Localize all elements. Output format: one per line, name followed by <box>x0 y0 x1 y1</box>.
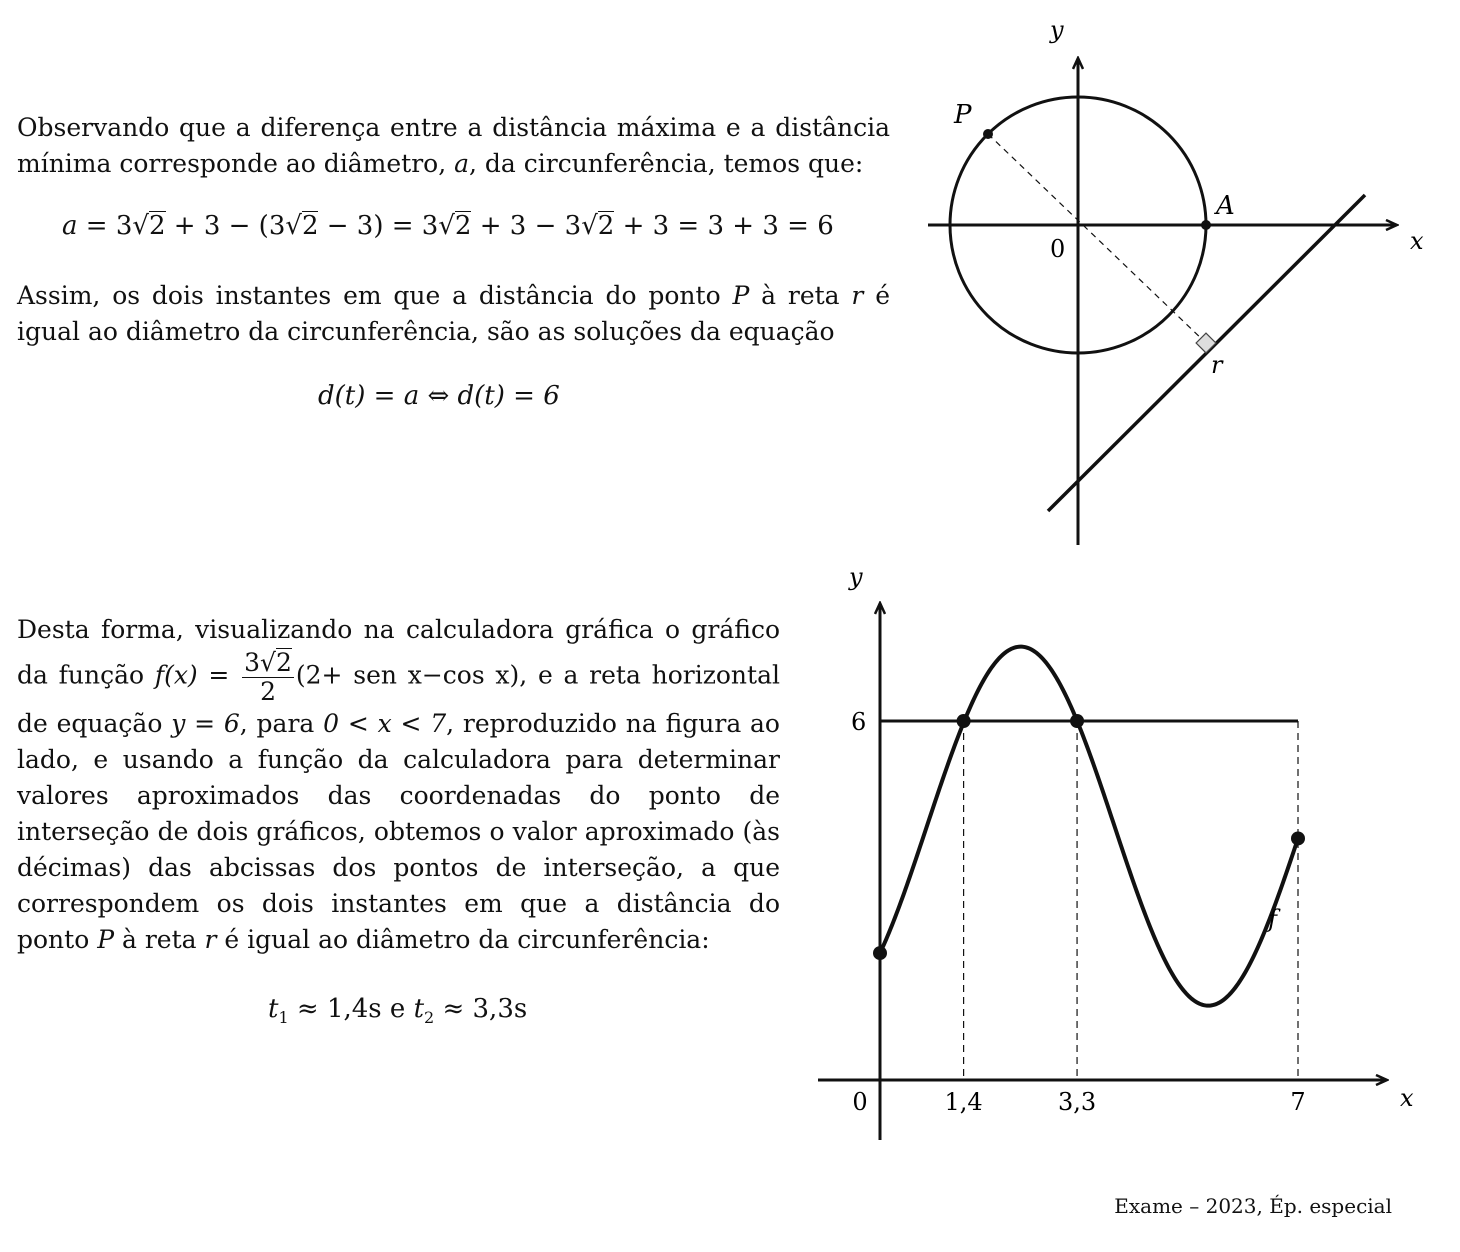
para3-text-c: , para <box>239 708 315 738</box>
label-origin-circle: 0 <box>1050 235 1066 263</box>
t1-sub: 1 <box>278 1008 289 1028</box>
function-curve-f <box>880 647 1298 1006</box>
para3-text-b: , e a reta horizontal de equação <box>17 660 780 738</box>
var-p: P <box>97 924 115 954</box>
eq1-part3: − 3) = 3 <box>318 211 439 241</box>
label-r: r <box>1211 351 1223 379</box>
frac-den: 2 <box>260 677 276 707</box>
eq1-part2: + 3 − (3 <box>165 211 286 241</box>
label-y-circle: y <box>1050 16 1064 44</box>
fraction-3-sqrt2-over-2: $\frac{3√2}{2}$ <box>244 648 292 707</box>
curve-label-f: f <box>1268 904 1278 933</box>
sqrt-2: 2 <box>597 211 615 241</box>
para1-text-a: Observando que a diferença entre a distância máxima e a distância mínima corresponde ao diâmetro, <box>17 113 890 178</box>
label-a: A <box>1216 191 1235 221</box>
exam-source-footer: Exame – 2023, Ép. especial <box>1114 1194 1392 1218</box>
intersection-point-1 <box>957 714 971 728</box>
t2-sub: 2 <box>424 1008 435 1028</box>
chart-x-label: x <box>1400 1084 1414 1112</box>
x-tick-1-4: 1,4 <box>944 1088 983 1116</box>
para2-text-a: Assim, os dois instantes em que a distância do ponto <box>17 281 721 310</box>
para1-text-b: , da circunferência, temos que: <box>469 149 864 178</box>
eq2-text: d(t) = a ⇔ d(t) = 6 <box>318 381 560 411</box>
para3-text-d: , reproduzido na figura ao lado, e usando a função da calculadora para determinar valores aproximados das coordenadas do ponto de interseção de dois gráficos, obtemos o valor aproximado (às décimas) das abcissas dos pontos de interseção, a que correspondem os dois instantes em que a distância do ponto <box>17 708 780 954</box>
sqrt-2: 2 <box>148 211 166 241</box>
var-a: a <box>454 149 469 178</box>
para3-text-a: Desta forma, visualizando na calculadora gráfica o gráfico da função <box>17 615 780 690</box>
frac-num: 3 <box>244 648 261 677</box>
label-p: P <box>954 100 972 130</box>
eq-y-6: y = 6 <box>171 708 240 738</box>
equation-diameter: a = 3√2 + 3 − (3√2 − 3) = 3√2 + 3 − 3√2 + 3 = 3 + 3 = 6 <box>62 211 834 241</box>
sqrt-2: 2 <box>454 211 472 241</box>
function-expr: (2+ sen x−cos x) <box>295 660 520 690</box>
var-p: P <box>732 281 750 310</box>
sqrt-2: 2 <box>301 211 319 241</box>
point-end <box>1291 831 1305 845</box>
intersection-point-2 <box>1070 714 1084 728</box>
t2: t <box>413 994 425 1024</box>
y-tick-6: 6 <box>851 708 867 736</box>
approx-2: ≈ 3,3s <box>434 994 528 1024</box>
eq1-part5: + 3 = 3 + 3 = 6 <box>614 211 834 241</box>
label-x-circle: x <box>1410 227 1424 255</box>
para3-text-f: é igual ao diâmetro da circunferência: <box>224 924 710 954</box>
var-r: r <box>851 281 864 310</box>
x-tick-7: 7 <box>1290 1088 1306 1116</box>
approx-1: ≈ 1,4s e <box>288 994 414 1024</box>
frac-sqrt: 2 <box>275 648 292 677</box>
function-def: f(x) = <box>154 660 230 690</box>
x-tick-3-3: 3,3 <box>1057 1088 1097 1116</box>
para2-text-c: é igual ao diâmetro da circunferência, são as soluções da equação <box>17 281 891 346</box>
para2-text-b: à reta <box>761 281 840 310</box>
eq1-lhs: a <box>62 211 78 241</box>
x-tick-0: 0 <box>852 1088 868 1116</box>
chart-y-label: y <box>849 563 863 591</box>
inequality: 0 < x < 7 <box>323 708 447 738</box>
eq1-part1: = 3 <box>77 211 133 241</box>
point-start <box>873 946 887 960</box>
t1: t <box>268 994 279 1024</box>
eq1-part4: + 3 − 3 <box>471 211 582 241</box>
para3-text-e: à reta <box>122 924 197 954</box>
var-r: r <box>204 924 217 954</box>
